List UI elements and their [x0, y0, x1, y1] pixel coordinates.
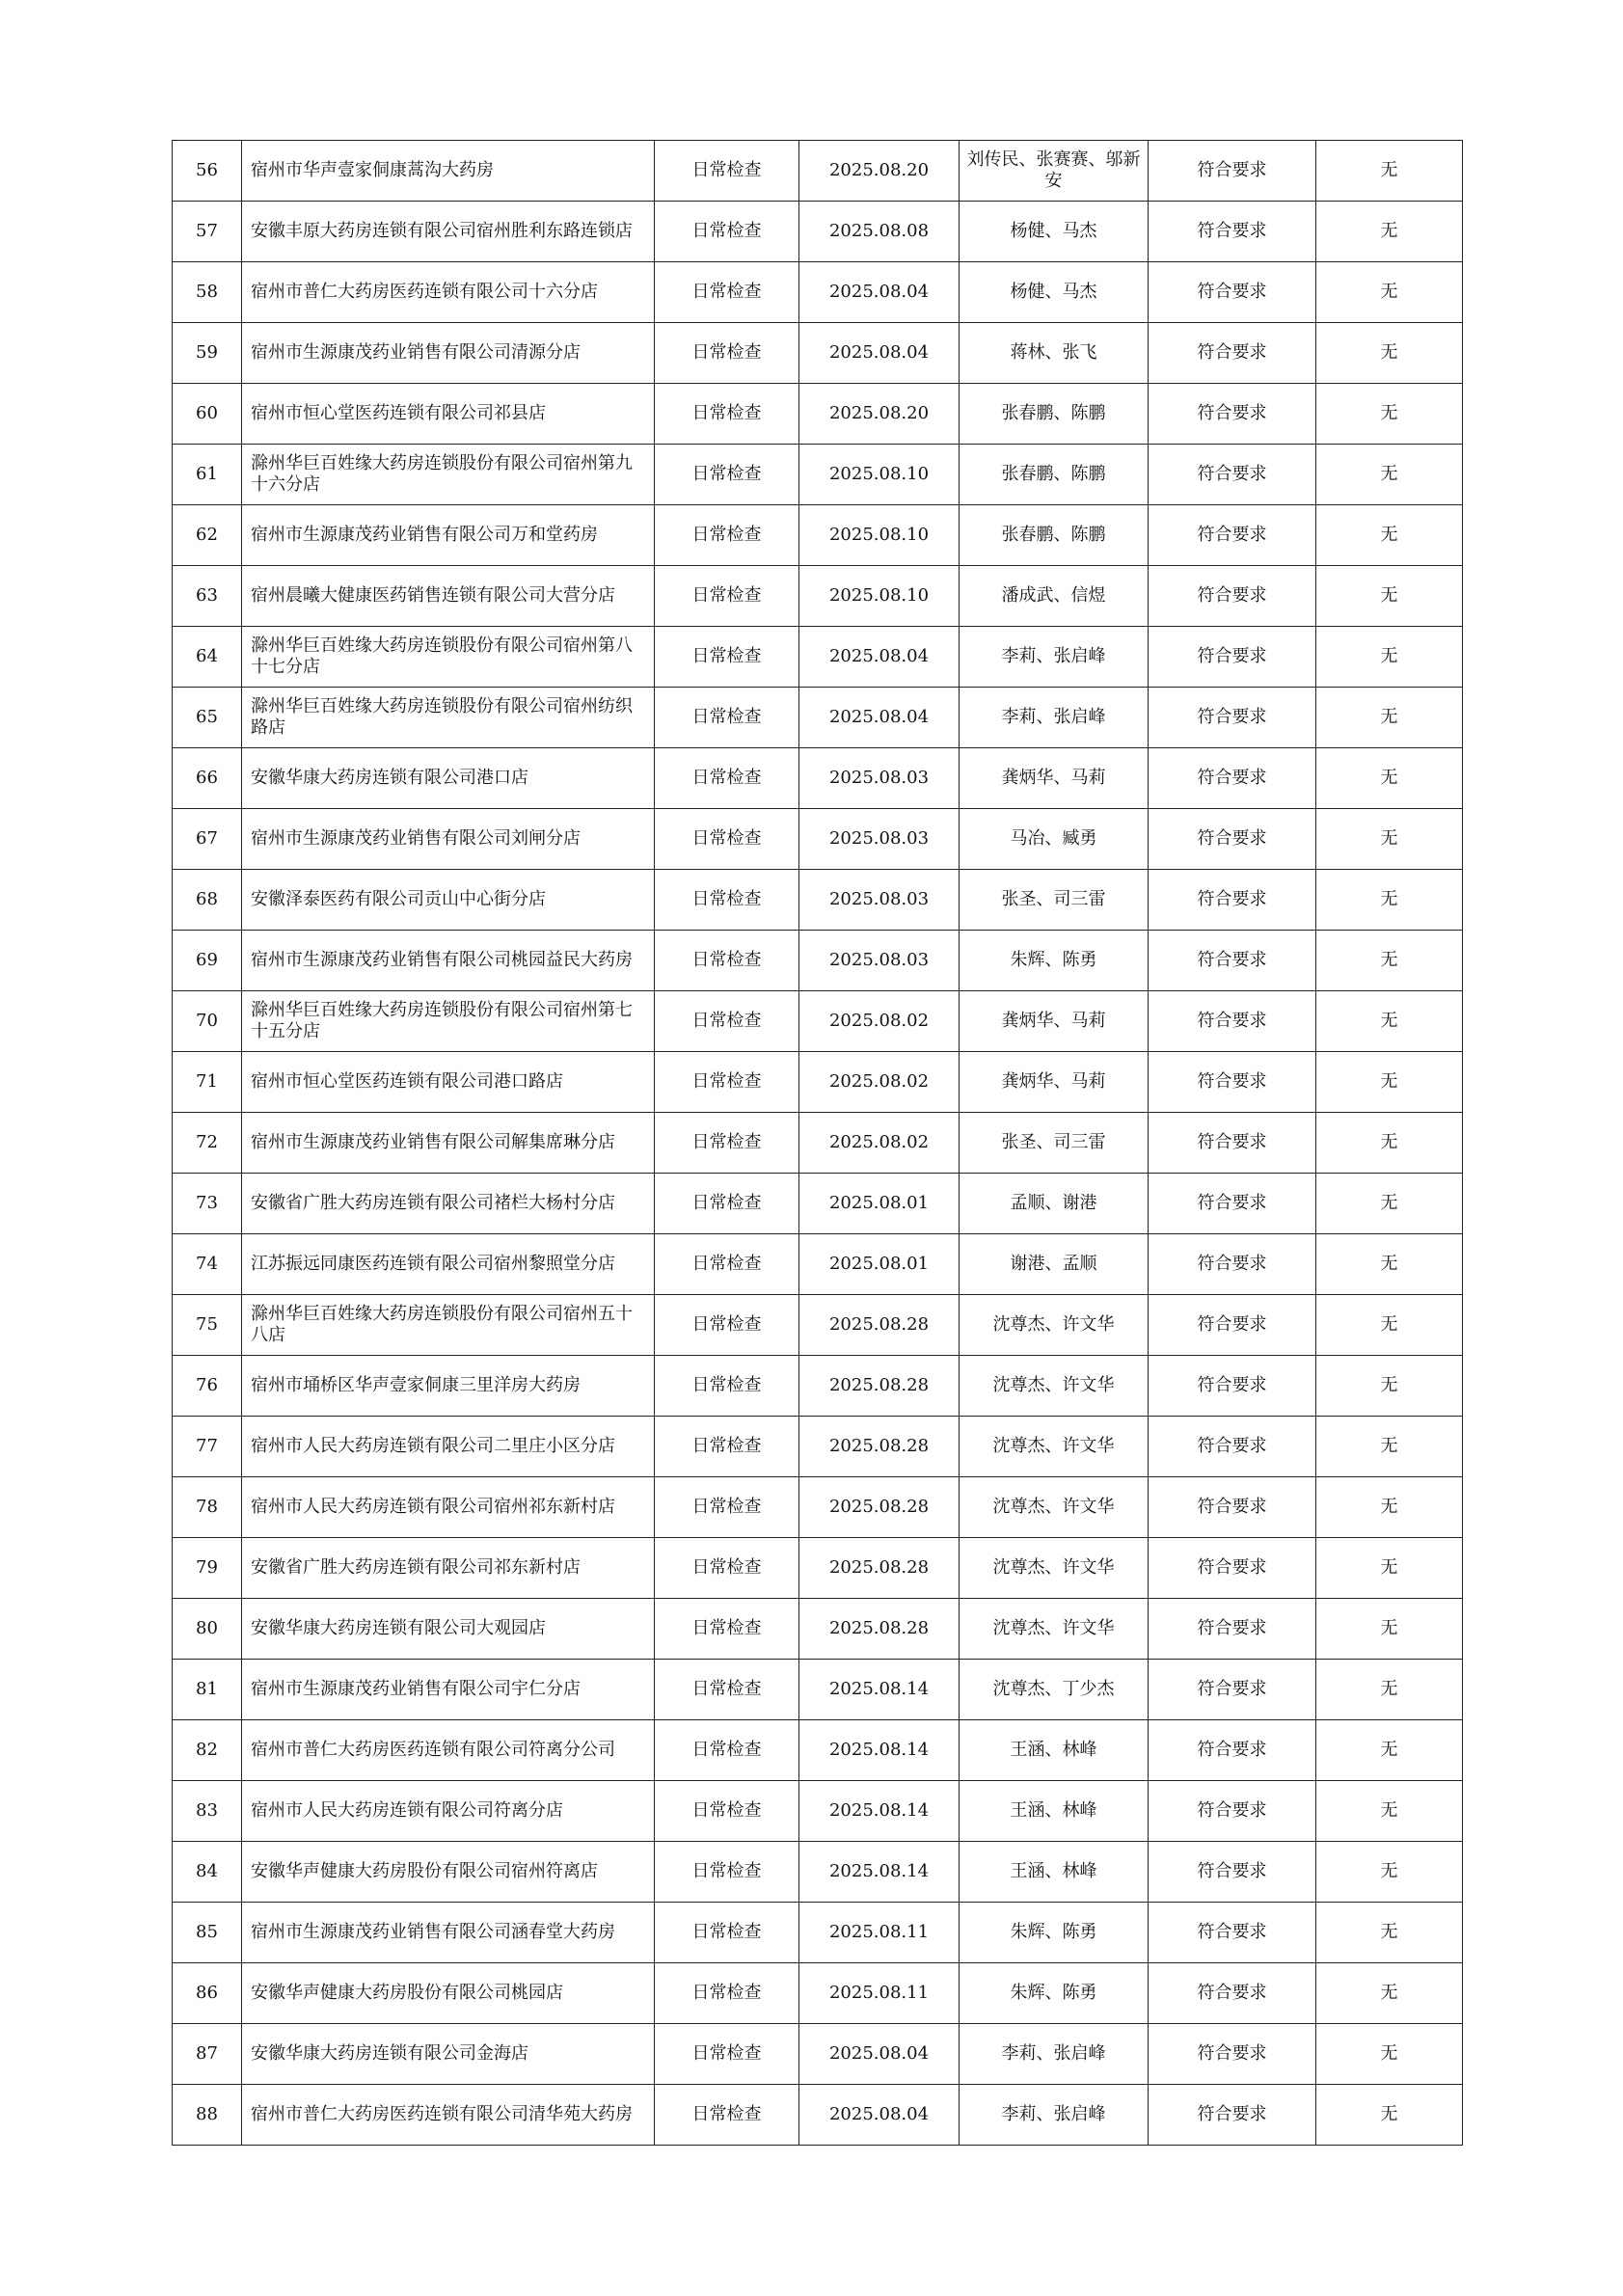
- inspection-date-cell: 2025.08.11: [799, 1963, 960, 2024]
- remark-cell: 无: [1316, 1781, 1463, 1842]
- table-row: [173, 2024, 1463, 2085]
- table-row: [173, 1720, 1463, 1781]
- table-row: [173, 2085, 1463, 2146]
- store-name-cell: 安徽省广胜大药房连锁有限公司褚栏大杨村分店: [242, 1174, 655, 1234]
- remark-cell: 无: [1316, 870, 1463, 931]
- inspection-date-cell: 2025.08.14: [799, 1660, 960, 1720]
- row-number-cell: 80: [173, 1599, 242, 1660]
- inspection-type-cell: 日常检查: [655, 384, 799, 445]
- table-row: [173, 1174, 1463, 1234]
- inspectors-cell: 王涵、林峰: [960, 1842, 1149, 1903]
- remark-cell: 无: [1316, 1903, 1463, 1963]
- row-number-cell: 58: [173, 262, 242, 323]
- inspection-date-cell: 2025.08.04: [799, 627, 960, 688]
- row-number-cell: 88: [173, 2085, 242, 2146]
- inspection-date-cell: 2025.08.28: [799, 1477, 960, 1538]
- inspection-type-cell: 日常检查: [655, 445, 799, 505]
- inspection-type-cell: 日常检查: [655, 931, 799, 991]
- inspection-type-cell: 日常检查: [655, 688, 799, 748]
- inspection-result-cell: 符合要求: [1149, 141, 1316, 202]
- inspection-date-cell: 2025.08.11: [799, 1903, 960, 1963]
- row-number-cell: 61: [173, 445, 242, 505]
- inspection-result-cell: 符合要求: [1149, 1477, 1316, 1538]
- inspection-date-cell: 2025.08.02: [799, 1113, 960, 1174]
- inspectors-cell: 朱辉、陈勇: [960, 931, 1149, 991]
- store-name-cell: 滁州华巨百姓缘大药房连锁股份有限公司宿州纺织路店: [242, 688, 655, 748]
- inspection-result-cell: 符合要求: [1149, 870, 1316, 931]
- inspection-type-cell: 日常检查: [655, 1963, 799, 2024]
- store-name-cell: 宿州市恒心堂医药连锁有限公司港口路店: [242, 1052, 655, 1113]
- inspection-result-cell: 符合要求: [1149, 1113, 1316, 1174]
- store-name-cell: 安徽泽泰医药有限公司贡山中心街分店: [242, 870, 655, 931]
- inspectors-cell: 张春鹏、陈鹏: [960, 445, 1149, 505]
- inspectors-cell: 张圣、司三雷: [960, 1113, 1149, 1174]
- inspectors-cell: 蒋林、张飞: [960, 323, 1149, 384]
- row-number-cell: 87: [173, 2024, 242, 2085]
- row-number-cell: 85: [173, 1903, 242, 1963]
- inspection-date-cell: 2025.08.02: [799, 1052, 960, 1113]
- inspectors-cell: 朱辉、陈勇: [960, 1963, 1149, 2024]
- remark-cell: 无: [1316, 748, 1463, 809]
- inspectors-cell: 沈尊杰、许文华: [960, 1295, 1149, 1356]
- remark-cell: 无: [1316, 1234, 1463, 1295]
- inspection-type-cell: 日常检查: [655, 1356, 799, 1417]
- row-number-cell: 56: [173, 141, 242, 202]
- remark-cell: 无: [1316, 323, 1463, 384]
- remark-cell: 无: [1316, 1295, 1463, 1356]
- inspection-result-cell: 符合要求: [1149, 505, 1316, 566]
- store-name-cell: 宿州市普仁大药房医药连锁有限公司符离分公司: [242, 1720, 655, 1781]
- store-name-cell: 安徽华康大药房连锁有限公司金海店: [242, 2024, 655, 2085]
- store-name-cell: 滁州华巨百姓缘大药房连锁股份有限公司宿州第七十五分店: [242, 991, 655, 1052]
- remark-cell: 无: [1316, 1052, 1463, 1113]
- inspection-date-cell: 2025.08.28: [799, 1417, 960, 1477]
- row-number-cell: 59: [173, 323, 242, 384]
- table-row: [173, 1842, 1463, 1903]
- inspection-type-cell: 日常检查: [655, 1720, 799, 1781]
- inspection-result-cell: 符合要求: [1149, 323, 1316, 384]
- inspection-result-cell: 符合要求: [1149, 1599, 1316, 1660]
- inspectors-cell: 李莉、张启峰: [960, 2024, 1149, 2085]
- inspection-date-cell: 2025.08.02: [799, 991, 960, 1052]
- inspection-date-cell: 2025.08.10: [799, 505, 960, 566]
- table-body: [173, 141, 1463, 2146]
- remark-cell: 无: [1316, 141, 1463, 202]
- inspection-result-cell: 符合要求: [1149, 1295, 1316, 1356]
- table-row: [173, 141, 1463, 202]
- store-name-cell: 安徽华声健康大药房股份有限公司桃园店: [242, 1963, 655, 2024]
- inspection-type-cell: 日常检查: [655, 323, 799, 384]
- row-number-cell: 57: [173, 202, 242, 262]
- inspection-result-cell: 符合要求: [1149, 1174, 1316, 1234]
- inspection-date-cell: 2025.08.14: [799, 1781, 960, 1842]
- inspectors-cell: 朱辉、陈勇: [960, 1903, 1149, 1963]
- inspection-date-cell: 2025.08.14: [799, 1720, 960, 1781]
- store-name-cell: 宿州市生源康茂药业销售有限公司清源分店: [242, 323, 655, 384]
- table-row: [173, 1781, 1463, 1842]
- inspection-result-cell: 符合要求: [1149, 1660, 1316, 1720]
- inspection-result-cell: 符合要求: [1149, 1538, 1316, 1599]
- table-row: [173, 1660, 1463, 1720]
- row-number-cell: 62: [173, 505, 242, 566]
- store-name-cell: 滁州华巨百姓缘大药房连锁股份有限公司宿州五十八店: [242, 1295, 655, 1356]
- inspection-result-cell: 符合要求: [1149, 384, 1316, 445]
- table-row: [173, 323, 1463, 384]
- store-name-cell: 宿州市普仁大药房医药连锁有限公司十六分店: [242, 262, 655, 323]
- store-name-cell: 宿州市生源康茂药业销售有限公司涵春堂大药房: [242, 1903, 655, 1963]
- remark-cell: 无: [1316, 1356, 1463, 1417]
- inspection-result-cell: 符合要求: [1149, 809, 1316, 870]
- inspectors-cell: 沈尊杰、许文华: [960, 1356, 1149, 1417]
- inspection-result-cell: 符合要求: [1149, 1781, 1316, 1842]
- store-name-cell: 滁州华巨百姓缘大药房连锁股份有限公司宿州第八十七分店: [242, 627, 655, 688]
- remark-cell: 无: [1316, 262, 1463, 323]
- inspection-date-cell: 2025.08.03: [799, 870, 960, 931]
- row-number-cell: 86: [173, 1963, 242, 2024]
- table-row: [173, 1599, 1463, 1660]
- row-number-cell: 68: [173, 870, 242, 931]
- table-row: [173, 991, 1463, 1052]
- inspection-date-cell: 2025.08.03: [799, 931, 960, 991]
- inspection-type-cell: 日常检查: [655, 1295, 799, 1356]
- remark-cell: 无: [1316, 1174, 1463, 1234]
- inspection-type-cell: 日常检查: [655, 991, 799, 1052]
- row-number-cell: 67: [173, 809, 242, 870]
- row-number-cell: 60: [173, 384, 242, 445]
- store-name-cell: 宿州市生源康茂药业销售有限公司刘闸分店: [242, 809, 655, 870]
- store-name-cell: 宿州市华声壹家侗康蒿沟大药房: [242, 141, 655, 202]
- inspection-result-cell: 符合要求: [1149, 1417, 1316, 1477]
- inspection-type-cell: 日常检查: [655, 1903, 799, 1963]
- inspectors-cell: 沈尊杰、许文华: [960, 1599, 1149, 1660]
- store-name-cell: 宿州市生源康茂药业销售有限公司解集席琳分店: [242, 1113, 655, 1174]
- store-name-cell: 宿州市恒心堂医药连锁有限公司祁县店: [242, 384, 655, 445]
- store-name-cell: 滁州华巨百姓缘大药房连锁股份有限公司宿州第九十六分店: [242, 445, 655, 505]
- inspectors-cell: 杨健、马杰: [960, 202, 1149, 262]
- inspectors-cell: 张春鹏、陈鹏: [960, 384, 1149, 445]
- inspection-type-cell: 日常检查: [655, 809, 799, 870]
- remark-cell: 无: [1316, 384, 1463, 445]
- inspection-type-cell: 日常检查: [655, 262, 799, 323]
- table-row: [173, 870, 1463, 931]
- inspection-type-cell: 日常检查: [655, 1599, 799, 1660]
- inspection-result-cell: 符合要求: [1149, 931, 1316, 991]
- remark-cell: 无: [1316, 1720, 1463, 1781]
- inspectors-cell: 张圣、司三雷: [960, 870, 1149, 931]
- row-number-cell: 71: [173, 1052, 242, 1113]
- row-number-cell: 77: [173, 1417, 242, 1477]
- store-name-cell: 安徽华康大药房连锁有限公司港口店: [242, 748, 655, 809]
- store-name-cell: 宿州市生源康茂药业销售有限公司桃园益民大药房: [242, 931, 655, 991]
- inspectors-cell: 沈尊杰、许文华: [960, 1417, 1149, 1477]
- remark-cell: 无: [1316, 809, 1463, 870]
- remark-cell: 无: [1316, 1660, 1463, 1720]
- table-row: [173, 809, 1463, 870]
- table-row: [173, 1052, 1463, 1113]
- inspection-type-cell: 日常检查: [655, 1842, 799, 1903]
- inspectors-cell: 马冶、臧勇: [960, 809, 1149, 870]
- inspection-date-cell: 2025.08.28: [799, 1295, 960, 1356]
- table-row: [173, 1113, 1463, 1174]
- table-row: [173, 748, 1463, 809]
- remark-cell: 无: [1316, 1599, 1463, 1660]
- store-name-cell: 宿州市人民大药房连锁有限公司二里庄小区分店: [242, 1417, 655, 1477]
- table-row: [173, 202, 1463, 262]
- inspectors-cell: 杨健、马杰: [960, 262, 1149, 323]
- inspection-result-cell: 符合要求: [1149, 202, 1316, 262]
- inspectors-cell: 龚炳华、马莉: [960, 1052, 1149, 1113]
- inspection-type-cell: 日常检查: [655, 566, 799, 627]
- remark-cell: 无: [1316, 2085, 1463, 2146]
- remark-cell: 无: [1316, 566, 1463, 627]
- table-row: [173, 1477, 1463, 1538]
- inspection-date-cell: 2025.08.14: [799, 1842, 960, 1903]
- inspection-date-cell: 2025.08.08: [799, 202, 960, 262]
- inspection-type-cell: 日常检查: [655, 748, 799, 809]
- inspection-type-cell: 日常检查: [655, 1477, 799, 1538]
- inspectors-cell: 李莉、张启峰: [960, 688, 1149, 748]
- store-name-cell: 江苏振远同康医药连锁有限公司宿州黎照堂分店: [242, 1234, 655, 1295]
- inspection-result-cell: 符合要求: [1149, 1234, 1316, 1295]
- row-number-cell: 78: [173, 1477, 242, 1538]
- inspection-type-cell: 日常检查: [655, 2085, 799, 2146]
- inspection-date-cell: 2025.08.04: [799, 2024, 960, 2085]
- remark-cell: 无: [1316, 688, 1463, 748]
- inspectors-cell: 龚炳华、马莉: [960, 748, 1149, 809]
- remark-cell: 无: [1316, 2024, 1463, 2085]
- inspectors-cell: 沈尊杰、丁少杰: [960, 1660, 1149, 1720]
- remark-cell: 无: [1316, 1963, 1463, 2024]
- inspectors-cell: 沈尊杰、许文华: [960, 1477, 1149, 1538]
- table-row: [173, 445, 1463, 505]
- store-name-cell: 宿州市普仁大药房医药连锁有限公司清华苑大药房: [242, 2085, 655, 2146]
- inspection-type-cell: 日常检查: [655, 1417, 799, 1477]
- inspectors-cell: 潘成武、信煜: [960, 566, 1149, 627]
- table-row: [173, 688, 1463, 748]
- inspection-result-cell: 符合要求: [1149, 2024, 1316, 2085]
- inspection-type-cell: 日常检查: [655, 141, 799, 202]
- row-number-cell: 64: [173, 627, 242, 688]
- store-name-cell: 安徽省广胜大药房连锁有限公司祁东新村店: [242, 1538, 655, 1599]
- store-name-cell: 安徽华声健康大药房股份有限公司宿州符离店: [242, 1842, 655, 1903]
- inspection-date-cell: 2025.08.04: [799, 688, 960, 748]
- inspectors-cell: 张春鹏、陈鹏: [960, 505, 1149, 566]
- inspection-type-cell: 日常检查: [655, 1234, 799, 1295]
- store-name-cell: 宿州晨曦大健康医药销售连锁有限公司大营分店: [242, 566, 655, 627]
- table-row: [173, 1903, 1463, 1963]
- inspection-date-cell: 2025.08.10: [799, 566, 960, 627]
- remark-cell: 无: [1316, 1477, 1463, 1538]
- inspection-date-cell: 2025.08.01: [799, 1174, 960, 1234]
- inspection-result-cell: 符合要求: [1149, 1842, 1316, 1903]
- row-number-cell: 69: [173, 931, 242, 991]
- row-number-cell: 72: [173, 1113, 242, 1174]
- inspection-type-cell: 日常检查: [655, 1538, 799, 1599]
- table-row: [173, 1417, 1463, 1477]
- inspection-type-cell: 日常检查: [655, 1781, 799, 1842]
- inspectors-cell: 沈尊杰、许文华: [960, 1538, 1149, 1599]
- row-number-cell: 75: [173, 1295, 242, 1356]
- store-name-cell: 安徽丰原大药房连锁有限公司宿州胜利东路连锁店: [242, 202, 655, 262]
- table-row: [173, 1295, 1463, 1356]
- table-row: [173, 505, 1463, 566]
- table-row: [173, 1538, 1463, 1599]
- table-row: [173, 1356, 1463, 1417]
- remark-cell: 无: [1316, 445, 1463, 505]
- inspection-result-cell: 符合要求: [1149, 991, 1316, 1052]
- inspection-result-cell: 符合要求: [1149, 1720, 1316, 1781]
- inspection-type-cell: 日常检查: [655, 202, 799, 262]
- inspection-type-cell: 日常检查: [655, 627, 799, 688]
- inspection-date-cell: 2025.08.01: [799, 1234, 960, 1295]
- remark-cell: 无: [1316, 1417, 1463, 1477]
- inspection-date-cell: 2025.08.10: [799, 445, 960, 505]
- row-number-cell: 81: [173, 1660, 242, 1720]
- inspection-result-cell: 符合要求: [1149, 688, 1316, 748]
- row-number-cell: 74: [173, 1234, 242, 1295]
- inspection-type-cell: 日常检查: [655, 1052, 799, 1113]
- inspectors-cell: 李莉、张启峰: [960, 2085, 1149, 2146]
- row-number-cell: 66: [173, 748, 242, 809]
- store-name-cell: 宿州市生源康茂药业销售有限公司宇仁分店: [242, 1660, 655, 1720]
- store-name-cell: 宿州市人民大药房连锁有限公司宿州祁东新村店: [242, 1477, 655, 1538]
- inspection-date-cell: 2025.08.03: [799, 809, 960, 870]
- inspection-result-cell: 符合要求: [1149, 262, 1316, 323]
- inspection-date-cell: 2025.08.04: [799, 262, 960, 323]
- inspection-date-cell: 2025.08.28: [799, 1599, 960, 1660]
- inspection-result-cell: 符合要求: [1149, 1963, 1316, 2024]
- inspection-date-cell: 2025.08.28: [799, 1538, 960, 1599]
- row-number-cell: 79: [173, 1538, 242, 1599]
- row-number-cell: 63: [173, 566, 242, 627]
- remark-cell: 无: [1316, 1113, 1463, 1174]
- remark-cell: 无: [1316, 1538, 1463, 1599]
- inspectors-cell: 孟顺、谢港: [960, 1174, 1149, 1234]
- table-row: [173, 262, 1463, 323]
- inspection-date-cell: 2025.08.04: [799, 323, 960, 384]
- inspection-date-cell: 2025.08.04: [799, 2085, 960, 2146]
- store-name-cell: 宿州市埇桥区华声壹家侗康三里洋房大药房: [242, 1356, 655, 1417]
- inspection-type-cell: 日常检查: [655, 2024, 799, 2085]
- row-number-cell: 76: [173, 1356, 242, 1417]
- inspection-type-cell: 日常检查: [655, 1174, 799, 1234]
- remark-cell: 无: [1316, 991, 1463, 1052]
- inspection-type-cell: 日常检查: [655, 1113, 799, 1174]
- inspection-result-cell: 符合要求: [1149, 748, 1316, 809]
- row-number-cell: 84: [173, 1842, 242, 1903]
- inspection-result-cell: 符合要求: [1149, 1052, 1316, 1113]
- store-name-cell: 宿州市生源康茂药业销售有限公司万和堂药房: [242, 505, 655, 566]
- table-row: [173, 627, 1463, 688]
- inspectors-cell: 刘传民、张赛赛、邬新安: [960, 141, 1149, 202]
- inspection-table: [172, 140, 1463, 2146]
- inspectors-cell: 李莉、张启峰: [960, 627, 1149, 688]
- inspection-date-cell: 2025.08.03: [799, 748, 960, 809]
- inspection-result-cell: 符合要求: [1149, 1903, 1316, 1963]
- store-name-cell: 宿州市人民大药房连锁有限公司符离分店: [242, 1781, 655, 1842]
- inspection-result-cell: 符合要求: [1149, 627, 1316, 688]
- remark-cell: 无: [1316, 202, 1463, 262]
- row-number-cell: 73: [173, 1174, 242, 1234]
- row-number-cell: 83: [173, 1781, 242, 1842]
- inspection-date-cell: 2025.08.20: [799, 384, 960, 445]
- inspection-date-cell: 2025.08.28: [799, 1356, 960, 1417]
- inspection-result-cell: 符合要求: [1149, 566, 1316, 627]
- remark-cell: 无: [1316, 931, 1463, 991]
- table-row: [173, 931, 1463, 991]
- inspection-type-cell: 日常检查: [655, 870, 799, 931]
- inspectors-cell: 王涵、林峰: [960, 1720, 1149, 1781]
- inspection-date-cell: 2025.08.20: [799, 141, 960, 202]
- inspectors-cell: 谢港、孟顺: [960, 1234, 1149, 1295]
- inspection-type-cell: 日常检查: [655, 505, 799, 566]
- row-number-cell: 65: [173, 688, 242, 748]
- table-row: [173, 566, 1463, 627]
- table-row: [173, 1963, 1463, 2024]
- inspection-result-cell: 符合要求: [1149, 2085, 1316, 2146]
- remark-cell: 无: [1316, 1842, 1463, 1903]
- remark-cell: 无: [1316, 627, 1463, 688]
- table-row: [173, 384, 1463, 445]
- inspection-result-cell: 符合要求: [1149, 445, 1316, 505]
- inspection-type-cell: 日常检查: [655, 1660, 799, 1720]
- inspectors-cell: 龚炳华、马莉: [960, 991, 1149, 1052]
- inspection-result-cell: 符合要求: [1149, 1356, 1316, 1417]
- inspectors-cell: 王涵、林峰: [960, 1781, 1149, 1842]
- row-number-cell: 82: [173, 1720, 242, 1781]
- remark-cell: 无: [1316, 505, 1463, 566]
- table-row: [173, 1234, 1463, 1295]
- row-number-cell: 70: [173, 991, 242, 1052]
- store-name-cell: 安徽华康大药房连锁有限公司大观园店: [242, 1599, 655, 1660]
